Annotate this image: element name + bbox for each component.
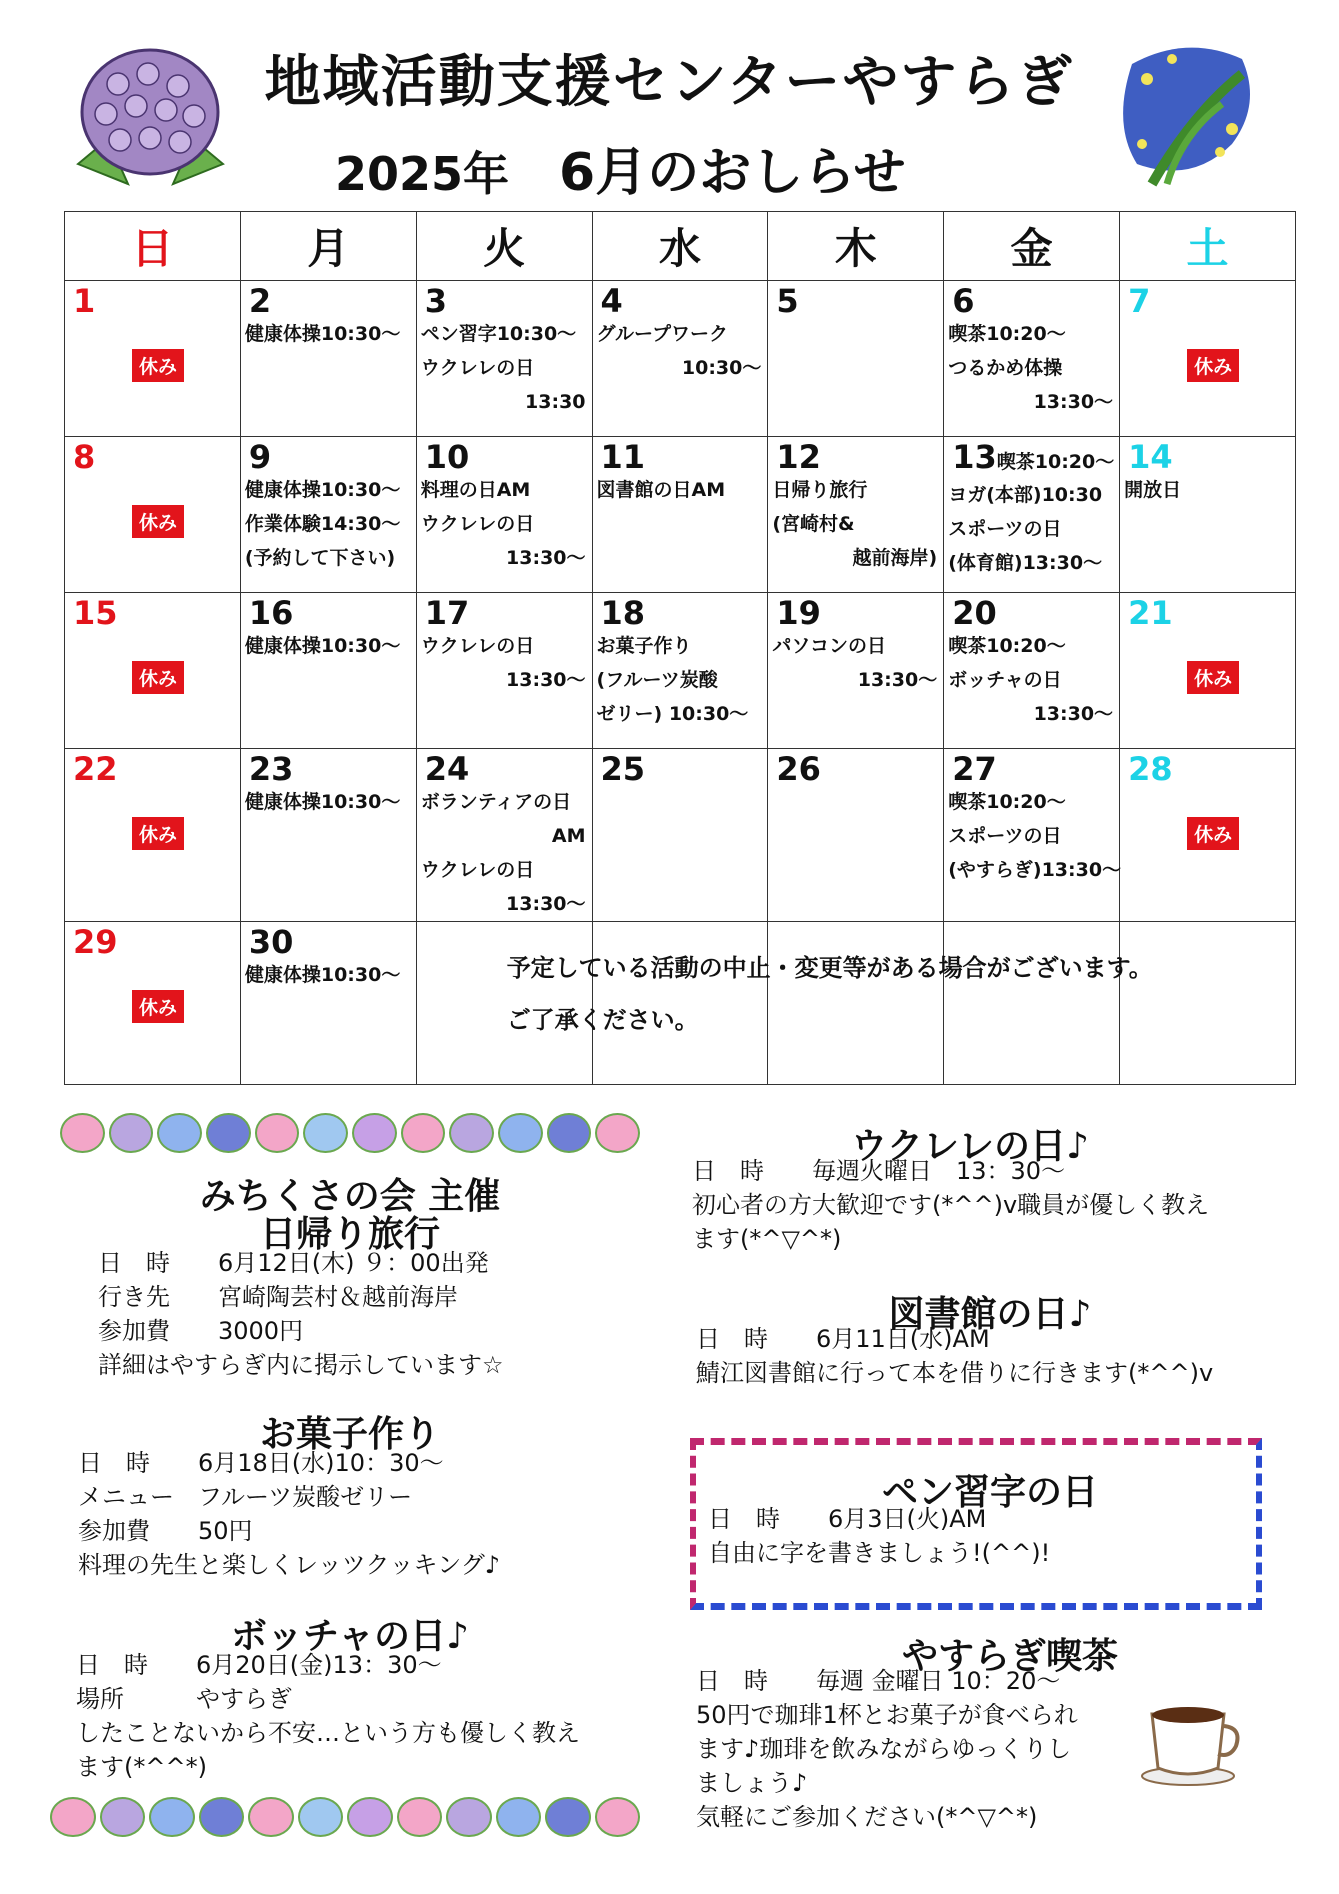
calendar-day-cell xyxy=(240,593,416,749)
boccia-line: 日 時 6月20日(金)13：30～ xyxy=(76,1651,442,1679)
event-line: つるかめ体操 xyxy=(948,357,1063,379)
calendar-day-cell xyxy=(1120,281,1296,437)
day-number: 26 xyxy=(776,750,821,788)
hydrangea-flower-icon xyxy=(255,1113,300,1153)
hydrangea-flower-icon xyxy=(347,1797,393,1837)
hydrangea-flower-icon xyxy=(545,1797,591,1837)
calendar-day-cell xyxy=(592,749,768,922)
hydrangea-flower-icon xyxy=(496,1797,542,1837)
boccia-details xyxy=(76,1648,580,1784)
library-heading: 図書館の日♪ xyxy=(888,1294,1092,1335)
event-line: スポーツの日 xyxy=(948,518,1062,540)
trip-line: 日 時 6月12日(木) ９：00出発 xyxy=(98,1249,489,1277)
weekday-tue: 火 xyxy=(416,212,592,281)
calendar-day-cell xyxy=(592,281,768,437)
holiday-badge: 休み xyxy=(1187,349,1239,382)
weekday-mon: 月 xyxy=(240,212,416,281)
calendar-week-row xyxy=(65,922,1296,1085)
calendar-day-cell xyxy=(592,593,768,749)
day-number: 11 xyxy=(600,438,646,476)
day-number: 27 xyxy=(952,750,997,788)
day-number xyxy=(944,437,1119,478)
calendar-day-cell xyxy=(944,437,1120,593)
sweets-heading: お菓子作り xyxy=(259,1414,440,1455)
trip-heading-1: みちくさの会 主催 xyxy=(199,1176,501,1217)
event-line: ボランティアの日 xyxy=(420,791,572,813)
calendar-day-cell xyxy=(768,437,944,593)
penmanship-heading: ペン習字の日 xyxy=(881,1472,1098,1513)
month-subtitle xyxy=(335,130,906,205)
day-number: 2 xyxy=(248,282,272,320)
trip-line: 詳細はやすらぎ内に掲示しています☆ xyxy=(98,1351,504,1379)
notice-line: ご了承ください。 xyxy=(506,1006,699,1034)
day-number: 24 xyxy=(424,750,470,788)
weekday-sat: 土 xyxy=(1120,212,1296,281)
holiday-badge: 休み xyxy=(132,990,184,1023)
event-line: 料理の日AM xyxy=(420,479,531,501)
library-details xyxy=(696,1322,1213,1390)
flower-border-icon xyxy=(50,1794,640,1840)
boccia-line: 場所 やすらぎ xyxy=(76,1685,292,1713)
hydrangea-flower-icon xyxy=(498,1113,543,1153)
event-line: 13:30～ xyxy=(1033,703,1114,725)
day-number: 16 xyxy=(248,594,294,632)
cafe-details xyxy=(696,1664,1078,1834)
ukulele-details xyxy=(692,1154,1209,1256)
event-line: ウクレレの日 xyxy=(420,859,535,881)
hydrangea-flower-icon xyxy=(100,1797,146,1837)
cafe-line: 日 時 毎週 金曜日 10：20～ xyxy=(696,1667,1061,1695)
event-line: 日帰り旅行 xyxy=(772,479,868,501)
cafe-line: 50円で珈琲1杯とお菓子が食べられ xyxy=(696,1701,1078,1729)
event-line: ウクレレの日 xyxy=(420,513,535,535)
trip-line: 参加費 3000円 xyxy=(98,1317,304,1345)
hydrangea-flower-icon xyxy=(157,1113,202,1153)
hydrangea-flower-icon xyxy=(401,1113,446,1153)
penmanship-line: 自由に字を書きましょう!(^^)! xyxy=(708,1539,1051,1567)
day-number: 29 xyxy=(73,923,118,961)
sweets-details xyxy=(78,1446,500,1582)
holiday-badge: 休み xyxy=(132,349,184,382)
calendar-week-row xyxy=(65,437,1296,593)
calendar-day-cell xyxy=(65,437,241,593)
calendar-week-row xyxy=(65,749,1296,922)
day-number: 20 xyxy=(952,594,997,632)
calendar-empty-cell xyxy=(416,922,1153,1085)
day-number: 15 xyxy=(73,594,118,632)
event-line: 10:30～ xyxy=(681,357,762,379)
calendar-day-cell xyxy=(1120,749,1296,922)
day-number: 14 xyxy=(1128,438,1173,476)
event-line: AM xyxy=(551,825,586,847)
calendar-day-cell xyxy=(240,749,416,922)
calendar-day-cell xyxy=(944,593,1120,749)
event-line: 13:30～ xyxy=(506,669,586,691)
event-line: 13:30～ xyxy=(506,893,586,915)
flower-border-icon xyxy=(60,1110,640,1156)
event-line: ペン習字10:30～ xyxy=(420,323,577,345)
sweets-line: 料理の先生と楽しくレッツクッキング♪ xyxy=(78,1551,501,1579)
trip-details xyxy=(98,1246,504,1382)
calendar-day-cell xyxy=(65,593,241,749)
event-line: ボッチャの日 xyxy=(948,669,1062,691)
calendar-day-cell xyxy=(65,281,241,437)
calendar-day-cell xyxy=(416,749,592,922)
day-number: 28 xyxy=(1128,750,1173,788)
event-line: 13:30 xyxy=(525,391,586,413)
weekday-header-row xyxy=(65,212,1296,281)
calendar-week-row xyxy=(65,593,1296,749)
hydrangea-flower-icon xyxy=(248,1797,294,1837)
holiday-badge: 休み xyxy=(132,817,184,850)
calendar-day-cell xyxy=(240,437,416,593)
event-line: (予約して下さい) xyxy=(244,547,396,569)
weekday-sun: 日 xyxy=(65,212,241,281)
day-number: 21 xyxy=(1128,594,1173,632)
day-number: 5 xyxy=(776,282,799,320)
hydrangea-flower-icon xyxy=(595,1797,641,1837)
page-title: 地域活動支援センターやすらぎ xyxy=(264,50,1075,115)
trip-heading-2: 日帰り旅行 xyxy=(259,1214,440,1255)
day-number: 22 xyxy=(73,750,118,788)
calendar-day-cell xyxy=(592,437,768,593)
day-number: 6 xyxy=(952,282,975,320)
event-line: 健康体操10:30～ xyxy=(244,635,401,657)
day-number: 8 xyxy=(73,438,96,476)
event-line: 喫茶10:20～ xyxy=(948,635,1066,657)
day-number: 17 xyxy=(424,594,470,632)
notice-text xyxy=(507,942,1307,1046)
event-line: パソコンの日 xyxy=(772,635,886,657)
library-line: 日 時 6月11日(水)AM xyxy=(696,1325,990,1353)
day-number: 7 xyxy=(1128,282,1151,320)
day-number: 4 xyxy=(600,282,623,320)
event-line: グループワーク xyxy=(596,323,729,345)
day-number: 10 xyxy=(424,438,470,476)
sweets-line: 日 時 6月18日(水)10：30～ xyxy=(78,1449,444,1477)
day-number: 23 xyxy=(248,750,294,788)
calendar-week-row xyxy=(65,281,1296,437)
event-line: 健康体操10:30～ xyxy=(244,479,401,501)
event-line: (宮崎村& xyxy=(772,513,855,535)
calendar-day-cell xyxy=(240,922,416,1085)
calendar-day-cell xyxy=(416,281,592,437)
calendar-table xyxy=(64,211,1296,1085)
hydrangea-flower-icon xyxy=(352,1113,397,1153)
cafe-line: ます♪珈琲を飲みながらゆっくりし xyxy=(696,1735,1072,1763)
holiday-badge: 休み xyxy=(1187,817,1239,850)
event-line: 図書館の日AM xyxy=(596,479,726,501)
calendar-day-cell xyxy=(1120,593,1296,749)
day-number: 25 xyxy=(600,750,646,788)
coffee-cup-icon xyxy=(1138,1688,1248,1788)
library-line: 鯖江図書館に行って本を借りに行きます(*^^)v xyxy=(696,1359,1214,1387)
day-number: 30 xyxy=(248,923,294,961)
hydrangea-flower-icon xyxy=(397,1797,443,1837)
hydrangea-flower-icon xyxy=(149,1797,195,1837)
hydrangea-flower-icon xyxy=(109,1113,154,1153)
calendar-day-cell xyxy=(768,593,944,749)
day-number: 1 xyxy=(73,282,96,320)
trip-line: 行き先 宮崎陶芸村＆越前海岸 xyxy=(98,1283,458,1311)
holiday-badge: 休み xyxy=(1187,661,1239,694)
penmanship-line: 日 時 6月3日(火)AM xyxy=(708,1505,987,1533)
event-line: スポーツの日 xyxy=(948,825,1062,847)
hydrangea-flower-icon xyxy=(449,1113,494,1153)
event-line: 作業体験14:30～ xyxy=(244,513,401,535)
hydrangea-flower-icon xyxy=(206,1113,251,1153)
event-line: 開放日 xyxy=(1124,479,1182,501)
hydrangea-flower-icon xyxy=(50,1797,96,1837)
day-number: 12 xyxy=(776,438,821,476)
holiday-badge: 休み xyxy=(132,661,184,694)
event-line: ゼリー) 10:30～ xyxy=(596,703,749,725)
day-number-text: 13 xyxy=(952,438,997,476)
calendar-day-cell xyxy=(944,281,1120,437)
event-line: 越前海岸) xyxy=(852,547,938,569)
calendar-day-cell xyxy=(768,749,944,922)
ukulele-line: 初心者の方大歓迎です(*^^)v職員が優しく教え xyxy=(692,1191,1210,1219)
calendar-day-cell xyxy=(416,437,592,593)
event-line: お菓子作り xyxy=(596,635,692,657)
event-line: 喫茶10:20～ xyxy=(948,791,1066,813)
weekday-wed: 水 xyxy=(592,212,768,281)
event-line: (体育館)13:30～ xyxy=(948,552,1103,574)
notice-line: 予定している活動の中止・変更等がある場合がございます。 xyxy=(506,954,1153,982)
hydrangea-flower-icon xyxy=(446,1797,492,1837)
event-line: (やすらぎ)13:30～ xyxy=(948,859,1122,881)
day-extra-event: 喫茶10:20～ xyxy=(996,451,1115,473)
hydrangea-flower-icon xyxy=(199,1797,245,1837)
hydrangea-flower-icon xyxy=(298,1797,344,1837)
penmanship-details xyxy=(708,1502,1050,1570)
event-line: 13:30～ xyxy=(1033,391,1114,413)
sweets-line: 参加費 50円 xyxy=(78,1517,253,1545)
event-line: ウクレレの日 xyxy=(420,357,535,379)
weekday-fri: 金 xyxy=(944,212,1120,281)
hydrangea-flower-icon xyxy=(303,1113,348,1153)
cafe-line: 気軽にご参加ください(*^▽^*) xyxy=(696,1803,1038,1831)
hydrangea-flower-icon xyxy=(547,1113,592,1153)
holiday-badge: 休み xyxy=(132,505,184,538)
year-label: 2025年 xyxy=(335,147,510,201)
event-line: 健康体操10:30～ xyxy=(244,964,401,986)
ukulele-line: 日 時 毎週火曜日 13：30～ xyxy=(692,1157,1066,1185)
calendar-day-cell xyxy=(416,593,592,749)
calendar-day-cell xyxy=(65,749,241,922)
event-line: 健康体操10:30～ xyxy=(244,791,401,813)
ukulele-heading: ウクレレの日♪ xyxy=(850,1126,1090,1167)
hydrangea-flower-icon xyxy=(595,1113,640,1153)
event-line: ウクレレの日 xyxy=(420,635,535,657)
event-line: (フルーツ炭酸 xyxy=(596,669,718,691)
subtitle: 6月のおしらせ xyxy=(559,143,906,203)
day-number: 19 xyxy=(776,594,821,632)
cafe-line: ましょう♪ xyxy=(696,1769,808,1797)
event-line: 健康体操10:30～ xyxy=(244,323,401,345)
hydrangea-flower-icon xyxy=(60,1113,105,1153)
calendar-day-cell xyxy=(65,922,241,1085)
ukulele-line: ます(*^▽^*) xyxy=(692,1225,842,1253)
day-number: 18 xyxy=(600,594,646,632)
sweets-line: メニュー フルーツ炭酸ゼリー xyxy=(78,1483,413,1511)
boccia-line: したことないから不安…という方も優しく教え xyxy=(76,1719,580,1747)
event-line: 13:30～ xyxy=(857,669,938,691)
day-number: 9 xyxy=(248,438,272,476)
cafe-heading: やすらぎ喫茶 xyxy=(901,1636,1118,1677)
event-line: 13:30～ xyxy=(506,547,586,569)
event-line: ヨガ(本部)10:30 xyxy=(948,484,1103,506)
calendar-day-cell xyxy=(768,281,944,437)
event-line: 喫茶10:20～ xyxy=(948,323,1066,345)
calendar-day-cell xyxy=(240,281,416,437)
boccia-line: ます(*^^*) xyxy=(76,1753,207,1781)
weekday-thu: 木 xyxy=(768,212,944,281)
calendar-day-cell xyxy=(944,749,1120,922)
calendar-day-cell xyxy=(1120,437,1296,593)
boccia-heading: ボッチャの日♪ xyxy=(231,1616,469,1657)
day-number: 3 xyxy=(424,282,447,320)
